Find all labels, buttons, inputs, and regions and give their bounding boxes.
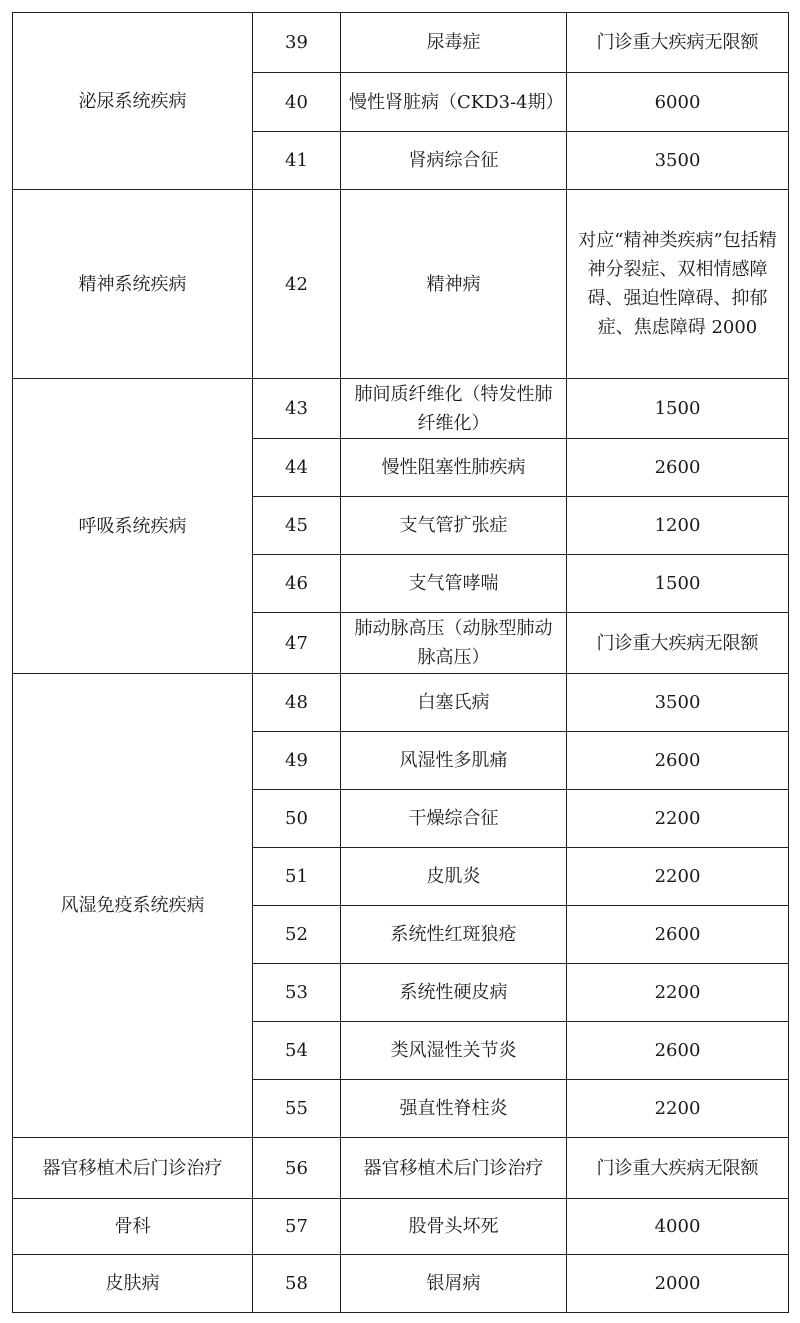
disease-name-cell: 银屑病	[341, 1255, 567, 1313]
disease-name-cell: 支气管扩张症	[341, 497, 567, 555]
table-row	[13, 1255, 789, 1313]
number-cell: 50	[253, 790, 341, 848]
system-cell: 风湿免疫系统疾病	[13, 674, 253, 1138]
disease-name-cell: 慢性阻塞性肺疾病	[341, 439, 567, 497]
limit-cell: 门诊重大疾病无限额	[567, 1138, 789, 1199]
limit-cell: 1200	[567, 497, 789, 555]
limit-cell: 6000	[567, 73, 789, 132]
disease-name-cell: 类风湿性关节炎	[341, 1022, 567, 1080]
number-cell: 41	[253, 132, 341, 190]
limit-cell: 门诊重大疾病无限额	[567, 613, 789, 674]
number-cell: 40	[253, 73, 341, 132]
table-row	[13, 674, 789, 732]
number-cell: 48	[253, 674, 341, 732]
table-row	[13, 13, 789, 73]
number-cell: 42	[253, 190, 341, 379]
disease-name-cell: 肺间质纤维化（特发性肺纤维化）	[341, 379, 567, 439]
disease-name-cell: 风湿性多肌痛	[341, 732, 567, 790]
limit-cell: 对应“精神类疾病”包括精神分裂症、双相情感障碍、强迫性障碍、抑郁症、焦虑障碍 2000	[567, 190, 789, 379]
limit-cell: 1500	[567, 555, 789, 613]
system-cell: 骨科	[13, 1199, 253, 1255]
limit-cell: 2600	[567, 906, 789, 964]
number-cell: 47	[253, 613, 341, 674]
disease-name-cell: 股骨头坏死	[341, 1199, 567, 1255]
table-row	[13, 1199, 789, 1255]
number-cell: 43	[253, 379, 341, 439]
disease-name-cell: 支气管哮喘	[341, 555, 567, 613]
disease-name-cell: 强直性脊柱炎	[341, 1080, 567, 1138]
number-cell: 52	[253, 906, 341, 964]
number-cell: 44	[253, 439, 341, 497]
system-cell: 泌尿系统疾病	[13, 13, 253, 190]
table-row	[13, 1138, 789, 1199]
table-row	[13, 379, 789, 439]
limit-cell: 2200	[567, 790, 789, 848]
number-cell: 46	[253, 555, 341, 613]
disease-name-cell: 慢性肾脏病（CKD3-4期）	[341, 73, 567, 132]
disease-name-cell: 皮肌炎	[341, 848, 567, 906]
number-cell: 39	[253, 13, 341, 73]
system-cell: 皮肤病	[13, 1255, 253, 1313]
limit-cell: 2600	[567, 1022, 789, 1080]
limit-cell: 2200	[567, 964, 789, 1022]
limit-cell: 1500	[567, 379, 789, 439]
disease-name-cell: 肺动脉高压（动脉型肺动脉高压）	[341, 613, 567, 674]
system-cell: 器官移植术后门诊治疗	[13, 1138, 253, 1199]
limit-cell: 3500	[567, 674, 789, 732]
disease-name-cell: 尿毒症	[341, 13, 567, 73]
system-cell: 呼吸系统疾病	[13, 379, 253, 674]
number-cell: 49	[253, 732, 341, 790]
limit-cell: 门诊重大疾病无限额	[567, 13, 789, 73]
disease-limit-table	[12, 12, 789, 1313]
limit-cell: 2600	[567, 439, 789, 497]
disease-name-cell: 白塞氏病	[341, 674, 567, 732]
disease-name-cell: 肾病综合征	[341, 132, 567, 190]
limit-cell: 3500	[567, 132, 789, 190]
number-cell: 58	[253, 1255, 341, 1313]
disease-name-cell: 精神病	[341, 190, 567, 379]
number-cell: 55	[253, 1080, 341, 1138]
number-cell: 56	[253, 1138, 341, 1199]
limit-cell: 2600	[567, 732, 789, 790]
number-cell: 54	[253, 1022, 341, 1080]
disease-name-cell: 系统性硬皮病	[341, 964, 567, 1022]
limit-cell: 4000	[567, 1199, 789, 1255]
number-cell: 45	[253, 497, 341, 555]
table-row	[13, 190, 789, 379]
limit-cell: 2200	[567, 1080, 789, 1138]
limit-cell: 2000	[567, 1255, 789, 1313]
system-cell: 精神系统疾病	[13, 190, 253, 379]
number-cell: 51	[253, 848, 341, 906]
number-cell: 57	[253, 1199, 341, 1255]
number-cell: 53	[253, 964, 341, 1022]
disease-name-cell: 器官移植术后门诊治疗	[341, 1138, 567, 1199]
disease-name-cell: 干燥综合征	[341, 790, 567, 848]
disease-name-cell: 系统性红斑狼疮	[341, 906, 567, 964]
limit-cell: 2200	[567, 848, 789, 906]
